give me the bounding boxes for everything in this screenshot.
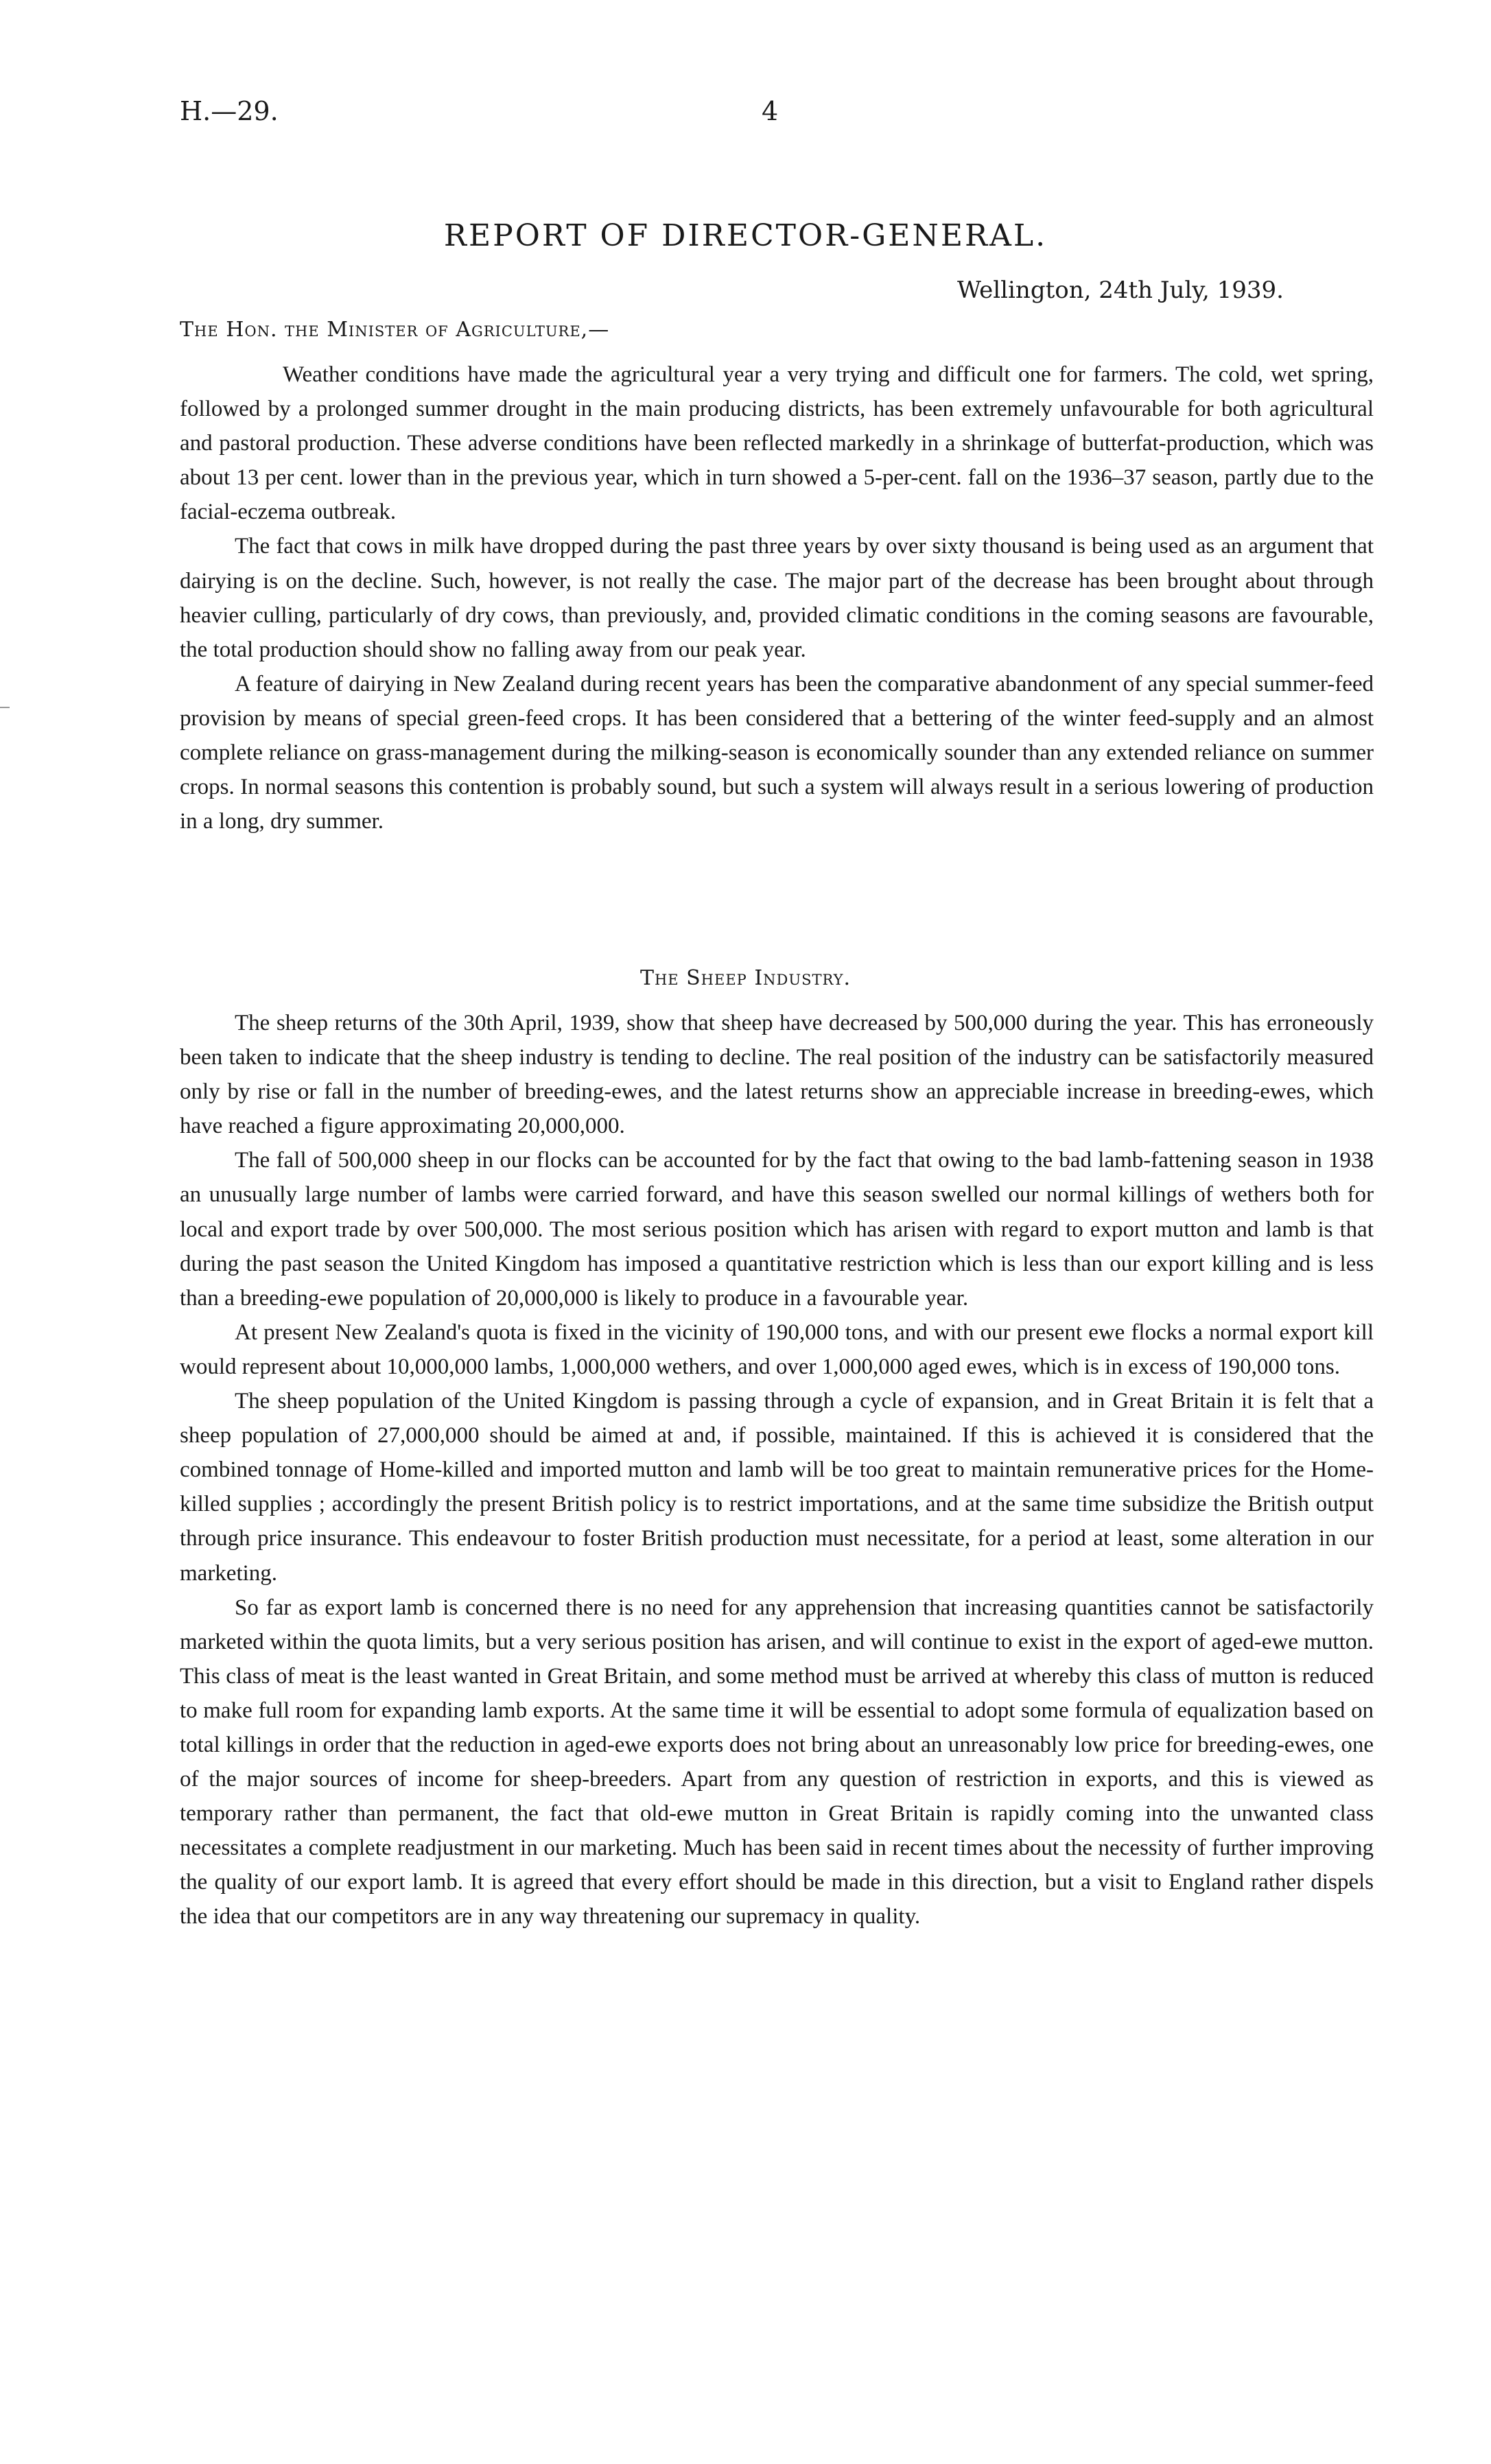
paragraph: At present New Zealand's quota is fixed in the vicinity of 190,000 tons, and with our present ewe flocks a normal export kill would represent about 10,000,000 lambs, 1,000,000 wethers, and over 1,000,000 aged ewes, which is in excess of 190,000 tons. bbox=[180, 1319, 1374, 1379]
report-title: REPORT OF DIRECTOR-GENERAL. bbox=[443, 218, 1048, 253]
margin-mark bbox=[0, 707, 10, 708]
intro-section bbox=[180, 357, 1374, 838]
paragraph: A feature of dairying in New Zealand during recent years has been the comparative abandonment of any special summer-feed provision by means of special green-feed crops. It has been considered that a bettering of the winter feed-supply and an almost complete reliance on grass-management during the milking-season is economically sounder than any extended reliance on summer crops. In normal seasons this contention is probably sound, but such a system will always result in a serious lowering of production in a long, dry summer. bbox=[180, 671, 1374, 834]
page-reference: H.—29. bbox=[180, 96, 279, 126]
dateline: Wellington, 24th July, 1939. bbox=[957, 277, 1284, 304]
paragraph: The fall of 500,000 sheep in our flocks can be accounted for by the fact that owing to the bad lamb-fattening season in 1938 an unusually large number of lambs were carried forward, and have this season swelled our normal killings of wethers both for local and export trade by over 500,000. The most serious position which has arisen with regard to export mutton and lamb is that during the past season the United Kingdom has imposed a quantitative restriction which is less than our export killing and is less than a breeding-ewe population of 20,000,000 is likely to produce in a favourable year. bbox=[180, 1148, 1374, 1311]
section-heading: The Sheep Industry. bbox=[639, 966, 852, 990]
paragraph: The sheep returns of the 30th April, 1939, show that sheep have decreased by 500,000 during the year. This has erroneously been taken to indicate that the sheep industry is tending to decline. The real position of the industry can be satisfactorily measured only by rise or fall in the number of breeding-ewes, and the latest returns show an appreciable increase in breeding-ewes, which have reached a figure approximating 20,000,000. bbox=[180, 1011, 1374, 1139]
salutation: The Hon. the Minister of Agriculture,— bbox=[180, 318, 610, 342]
paragraph: So far as export lamb is concerned there is no need for any apprehension that increasing quantities cannot be satisfactorily marketed within the quota limits, but a very serious position has arisen, and will continue to exist in the export of aged-ewe mutton. This class of meat is the least wanted in Great Britain, and some method must be arrived at whereby this class of mutton is reduced to make full room for expanding lamb exports. At the same time it will be essential to adopt some formula of equalization based on total killings in order that the reduction in aged-ewe exports does not bring about an unreasonably low price for breeding-ewes, one of the major sources of income for sheep-breeders. Apart from any question of restriction in exports, and this is viewed as temporary rather than permanent, the fact that old-ewe mutton in Great Britain is rapidly coming into the unwanted class necessitates a complete readjustment in our marketing. Much has been said in recent times about the necessity of further improving the quality of our export lamb. It is agreed that every effort should be made in this direction, but a visit to England rather dispels the idea that our competitors are in any way threatening our supremacy in quality. bbox=[180, 1595, 1374, 1929]
page-number: 4 bbox=[762, 96, 779, 126]
paragraph: Weather conditions have made the agricultural year a very trying and difficult one for farmers. The cold, wet spring, followed by a prolonged summer drought in the main producing districts, has been extremely unfavourable for both agricultural and pastoral production. These adverse conditions have been reflected markedly in a shrinkage of butterfat-production, which was about 13 per cent. lower than in the previous year, which in turn showed a 5-per-cent. fall on the 1936–37 season, partly due to the facial-eczema outbreak. bbox=[180, 362, 1374, 525]
sheep-section bbox=[180, 1006, 1374, 1934]
paragraph: The fact that cows in milk have dropped during the past three years by over sixty thousand is being used as an argument that dairying is on the decline. Such, however, is not really the case. The major part of the decrease has been brought about through heavier culling, particularly of dry cows, than previously, and, provided climatic conditions in the coming seasons are favourable, the total production should show no falling away from our peak year. bbox=[180, 534, 1374, 662]
paragraph: The sheep population of the United Kingdom is passing through a cycle of expansion, and in Great Britain it is felt that a sheep population of 27,000,000 should be aimed at and, if possible, maintained. If this is achieved it is considered that the combined tonnage of Home-killed and imported mutton and lamb will be too great to maintain remunerative prices for the Home-killed supplies ; accordingly the present British policy is to restrict importations, and at the same time subsidize the British output through price insurance. This endeavour to foster British production must necessitate, for a period at least, some alteration in our marketing. bbox=[180, 1389, 1374, 1586]
